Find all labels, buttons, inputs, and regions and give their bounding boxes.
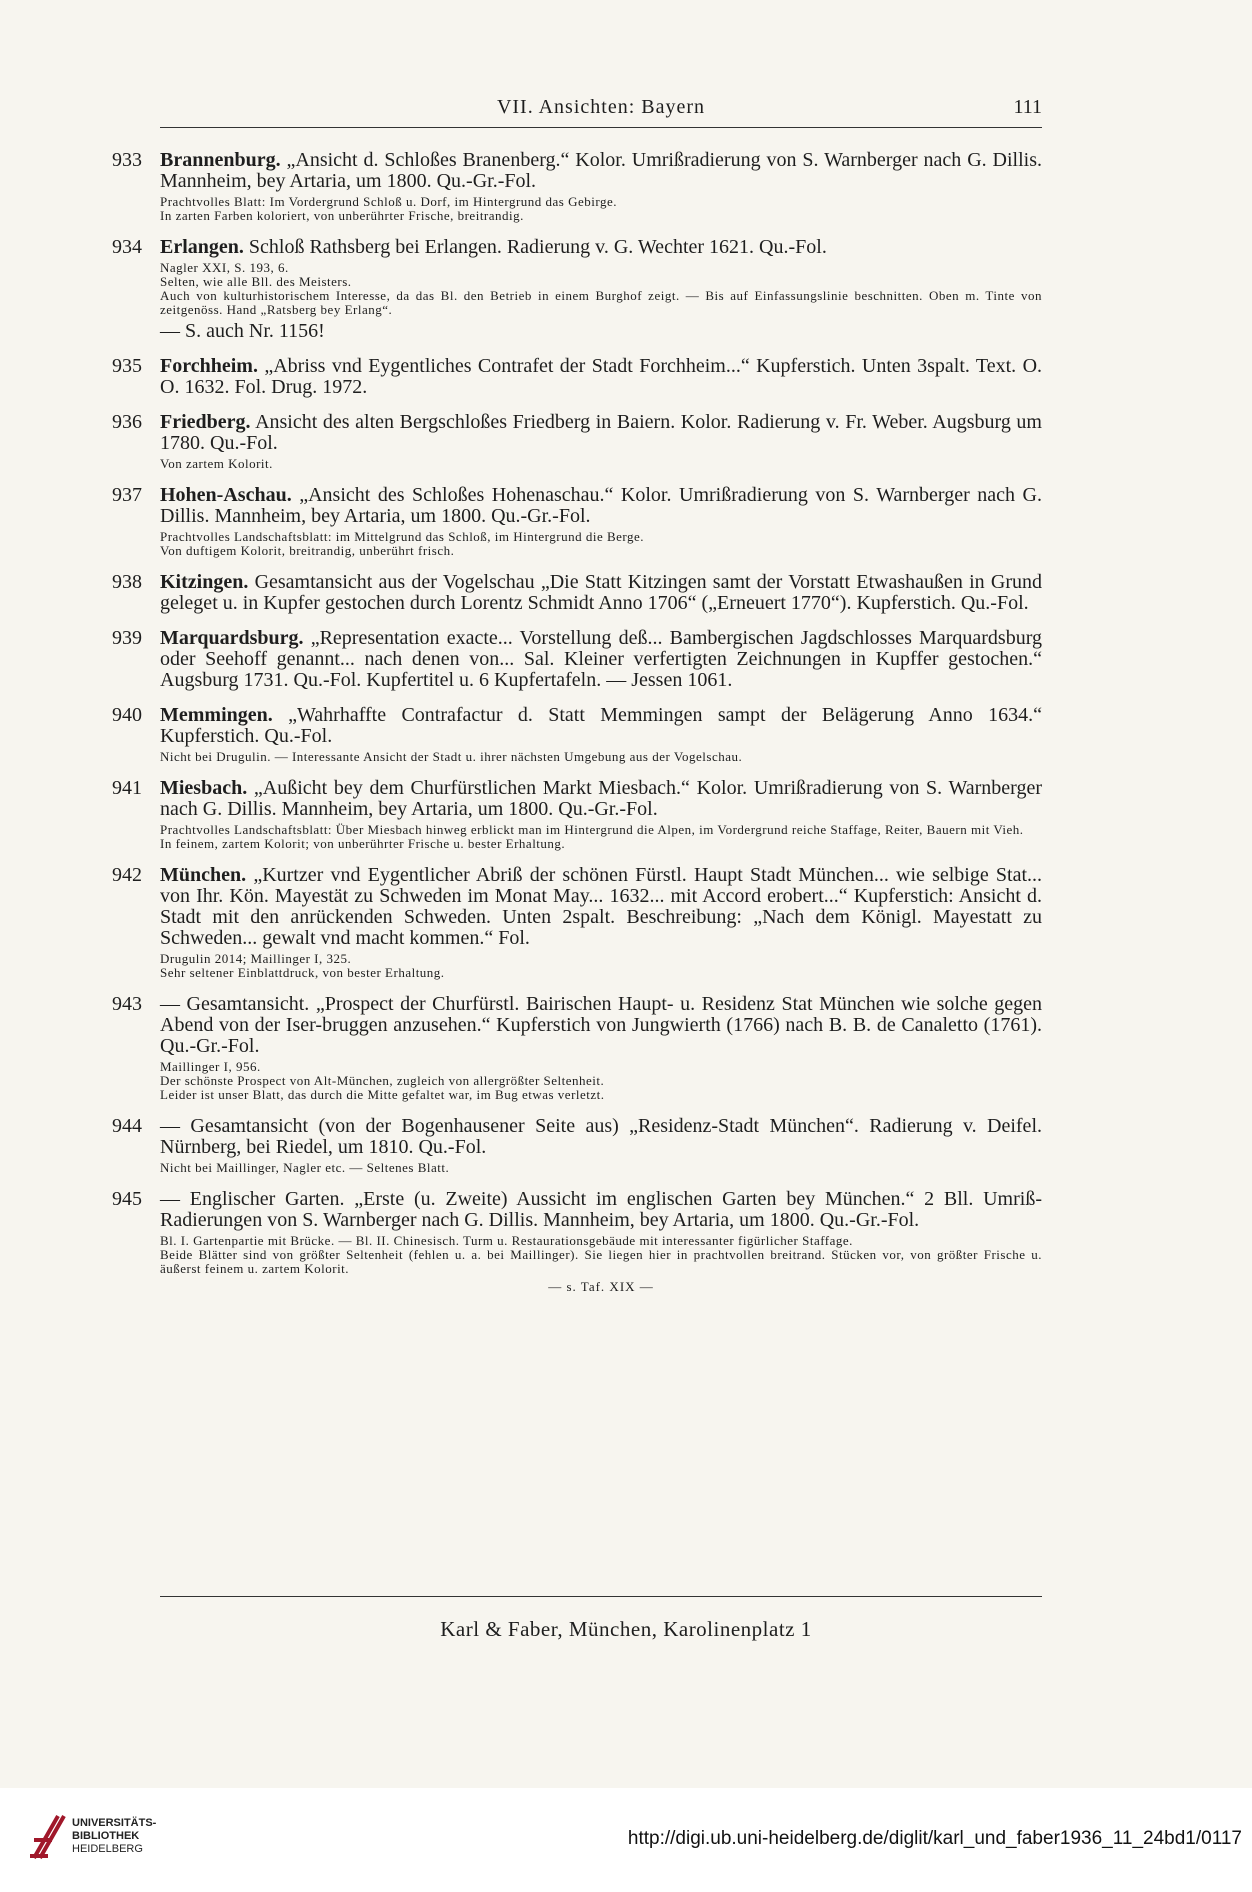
- entry-notes: [160, 952, 1042, 980]
- entry-notes: [160, 1060, 1042, 1102]
- entry-notes: [160, 530, 1042, 558]
- entry-title-text: — Englischer Garten. „Erste (u. Zweite) Aussicht im englischen Garten bey München.“ 2 Bll. Umriß-Radierungen von S. Warnberger nach G. Dillis. Mannheim, bey Artaria, um 1800. Qu.-Gr.-Fol.: [160, 1188, 1042, 1231]
- entry-notes: [160, 457, 1042, 471]
- entry-description: [160, 778, 1042, 820]
- entry-note-line: Bl. I. Gartenpartie mit Brücke. — Bl. II. Chinesisch. Turm u. Restaurationsgebäude mit interessanter figürlicher Staffage.: [160, 1233, 853, 1248]
- library-name-line-1: UNIVERSITÄTS-: [72, 1817, 157, 1829]
- entry-note-line: Nicht bei Drugulin. — Interessante Ansicht der Stadt u. ihrer nächsten Umgebung aus der Vogelschau.: [160, 749, 743, 764]
- entry-title-text: „Ansicht des Schloßes Hohenaschau.“ Kolor. Umrißradierung von S. Warnberger nach G. Dillis. Mannheim, bey Artaria, um 1800. Qu.-Gr.-Fol.: [160, 484, 1042, 527]
- entry-description: [160, 628, 1042, 691]
- entry-place-heading: Marquardsburg.: [160, 627, 304, 649]
- publisher-imprint: Karl & Faber, München, Karolinenplatz 1: [440, 1617, 812, 1641]
- entry-number: 935: [112, 355, 142, 377]
- entry-title-text: „Kurtzer vnd Eygentlicher Abriß der schönen Fürstl. Haupt Stadt München... wie selbige Stat... von Ihr. Kön. Mayestät zu Schweden im Monat May... 1632... mit Accord erobert...“ Kupferstich: Ansicht d. Stadt mit den anrückenden Schweden. Unten 2spalt. Beschreibung: „Nach dem Königl. Mayestatt zu Schweden... gewalt vnd macht kommen.“ Fol.: [160, 864, 1043, 949]
- entry-description: [160, 994, 1042, 1057]
- header-rule: [160, 127, 1042, 128]
- entry-place-heading: Kitzingen.: [160, 571, 249, 593]
- entry-number: 938: [112, 571, 142, 593]
- entry-title-text: „Wahrhaffte Contrafactur d. Statt Memmingen sampt der Belägerung Anno 1634.“ Kupferstich. Qu.-Fol.: [160, 704, 1043, 747]
- cross-reference: — S. auch Nr. 1156!: [160, 320, 325, 342]
- entry-description: [160, 865, 1042, 949]
- entry-note-line: In zarten Farben koloriert, von unberührter Frische, breitrandig.: [160, 208, 524, 223]
- entry-number: 937: [112, 484, 142, 506]
- entry-description: [160, 572, 1042, 614]
- entry-title-text: — Gesamtansicht. „Prospect der Churfürstl. Bairischen Haupt- u. Residenz Stat München wie solche gegen Abend von der Iser-bruggen anzusehen.“ Kupferstich von Jungwierth (1766) nach B. B. de Canaletto (1761). Qu.-Gr.-Fol.: [160, 993, 1042, 1057]
- entry-description: [160, 485, 1042, 527]
- entry-notes: [160, 261, 1042, 317]
- university-library-logo-icon: [28, 1810, 68, 1862]
- entry-note-line: Leider ist unser Blatt, das durch die Mitte gefaltet war, im Bug etwas verletzt.: [160, 1087, 605, 1102]
- entry-title-text: „Abriss vnd Eygentliches Contrafet der Stadt Forchheim...“ Kupferstich. Unten 3spalt. Text. O. O. 1632. Fol. Drug. 1972.: [160, 355, 1043, 398]
- entry-notes: [160, 1234, 1042, 1276]
- entry-note-line: Nicht bei Maillinger, Nagler etc. — Seltenes Blatt.: [160, 1160, 450, 1175]
- entry-notes: [160, 1161, 1042, 1175]
- entry-description: [160, 1116, 1042, 1158]
- catalog-entry: [112, 237, 1042, 342]
- entry-title-text: — Gesamtansicht (von der Bogenhausener Seite aus) „Residenz-Stadt München“. Radierung v. Deifel. Nürnberg, bei Riedel, um 1810. Qu.-Fol.: [160, 1115, 1042, 1158]
- entry-description: [160, 356, 1042, 398]
- entry-place-heading: Miesbach.: [160, 777, 248, 799]
- entry-number: 939: [112, 627, 142, 649]
- entry-place-heading: Erlangen.: [160, 236, 244, 258]
- entry-note-line: Drugulin 2014; Maillinger I, 325.: [160, 951, 352, 966]
- entry-notes: [160, 823, 1042, 851]
- entry-number: 941: [112, 777, 142, 799]
- catalog-entry: [112, 356, 1042, 398]
- entry-note-line: Maillinger I, 956.: [160, 1059, 261, 1074]
- entry-note-line: Beide Blätter sind von größter Seltenheit (fehlen u. a. bei Maillinger). Sie liegen hier in prachtvollen breitrand. Stücken vor, von größter Frische u. äußerst feinem u. zartem Kolorit.: [160, 1247, 1042, 1276]
- entry-note-line: Von zartem Kolorit.: [160, 456, 273, 471]
- entry-place-heading: Forchheim.: [160, 355, 258, 377]
- entry-note-line: Auch von kulturhistorischem Interesse, da das Bl. den Betrieb in einem Burghof zeigt. — Bis auf Einfassungslinie beschnitten. Oben m. Tinte von zeitgenöss. Hand „Ratsberg bey Erlang“.: [160, 288, 1042, 317]
- entry-description: [160, 150, 1042, 192]
- entry-note-line: Prachtvolles Blatt: Im Vordergrund Schloß u. Dorf, im Hintergrund das Gebirge.: [160, 194, 617, 209]
- entry-title-text: „Ansicht d. Schloßes Branenberg.“ Kolor. Umrißradierung von S. Warnberger nach G. Dillis. Mannheim, bey Artaria, um 1800. Qu.-Gr.-Fol.: [160, 149, 1043, 192]
- page-number: 111: [1013, 96, 1042, 118]
- entry-note-line: Nagler XXI, S. 193, 6.: [160, 260, 289, 275]
- entry-place-heading: Brannenburg.: [160, 149, 281, 171]
- catalog-entries: [112, 150, 1042, 1309]
- catalog-entry: [112, 412, 1042, 471]
- catalog-entry: [112, 485, 1042, 558]
- entry-title-text: „Außicht bey dem Churfürstlichen Markt Miesbach.“ Kolor. Umrißradierung von S. Warnberger nach G. Dillis. Mannheim, bey Artaria, um 1800. Qu.-Gr.-Fol.: [160, 777, 1043, 820]
- catalog-entry: [112, 778, 1042, 851]
- entry-number: 934: [112, 236, 142, 258]
- entry-note-line: Prachtvolles Landschaftsblatt: im Mittelgrund das Schloß, im Hintergrund die Berge.: [160, 529, 645, 544]
- catalog-entry: [112, 1189, 1042, 1295]
- entry-description: [160, 705, 1042, 747]
- permalink-url[interactable]: http://digi.ub.uni-heidelberg.de/diglit/karl_und_faber1936_11_24bd1/0117: [627, 1828, 1242, 1849]
- entry-number: 933: [112, 149, 142, 171]
- running-head: [160, 96, 1042, 130]
- entry-note-line: Prachtvolles Landschaftsblatt: Über Miesbach hinweg erblickt man im Hintergrund die Alpen, im Vordergrund reiche Staffage, Reiter, Bauern mit Vieh.: [160, 822, 1024, 837]
- entry-place-heading: Friedberg.: [160, 411, 251, 433]
- entry-note-line: Der schönste Prospect von Alt-München, zugleich von allergrößter Seltenheit.: [160, 1073, 605, 1088]
- library-name-line-2: BIBLIOTHEK: [72, 1830, 140, 1842]
- catalog-entry: [112, 705, 1042, 764]
- entry-description: [160, 1189, 1042, 1231]
- entry-number: 942: [112, 864, 142, 886]
- catalog-entry: [112, 150, 1042, 223]
- catalog-entry: [112, 994, 1042, 1102]
- footer-rule: [160, 1596, 1042, 1597]
- entry-note-line: In feinem, zartem Kolorit; von unberührter Frische u. bester Erhaltung.: [160, 836, 566, 851]
- entry-number: 940: [112, 704, 142, 726]
- entry-number: 945: [112, 1188, 142, 1210]
- catalog-entry: [112, 628, 1042, 691]
- entry-number: 944: [112, 1115, 142, 1137]
- entry-place-heading: München.: [160, 864, 247, 886]
- library-name: [72, 1817, 156, 1856]
- library-name-line-3: HEIDELBERG: [72, 1843, 143, 1855]
- entry-title-text: „Representation exacte... Vorstellung deß... Bambergischen Jagdschlosses Marquardsburg oder Seehoff genannt... nach denen von... Sal. Kleiner verfertigten Zeichnungen in Kupffer gestochen.“ Augsburg 1731. Qu.-Fol. Kupfertitel u. 6 Kupfertafeln. — Jessen 1061.: [160, 627, 1042, 691]
- running-head-title: VII. Ansichten: Bayern: [496, 96, 706, 118]
- plate-reference: — s. Taf. XIX —: [548, 1279, 654, 1294]
- entry-notes: [160, 750, 1042, 764]
- entry-note-line: Selten, wie alle Bll. des Meisters.: [160, 274, 352, 289]
- entry-title-text: Schloß Rathsberg bei Erlangen. Radierung v. G. Wechter 1621. Qu.-Fol.: [248, 236, 827, 258]
- catalog-entry: [112, 1116, 1042, 1175]
- entry-title-text: Gesamtansicht aus der Vogelschau „Die Statt Kitzingen samt der Vorstatt Etwashaußen in Grund geleget u. in Kupfer gestochen durch Lorentz Schmidt Anno 1706“ („Erneuert 1770“). Kupferstich. Qu.-Fol.: [160, 571, 1042, 614]
- entry-note-line: Sehr seltener Einblattdruck, von bester Erhaltung.: [160, 965, 445, 980]
- entry-title-text: Ansicht des alten Bergschloßes Friedberg in Baiern. Kolor. Radierung v. Fr. Weber. Augsburg um 1780. Qu.-Fol.: [160, 411, 1042, 454]
- entry-number: 936: [112, 411, 142, 433]
- entry-notes: [160, 195, 1042, 223]
- entry-number: 943: [112, 993, 142, 1015]
- entry-description: [160, 412, 1042, 454]
- entry-note-line: Von duftigem Kolorit, breitrandig, unberührt frisch.: [160, 543, 455, 558]
- entry-description: [160, 237, 1042, 258]
- catalog-entry: [112, 865, 1042, 980]
- catalog-entry: [112, 572, 1042, 614]
- entry-place-heading: Memmingen.: [160, 704, 273, 726]
- entry-place-heading: Hohen-Aschau.: [160, 484, 292, 506]
